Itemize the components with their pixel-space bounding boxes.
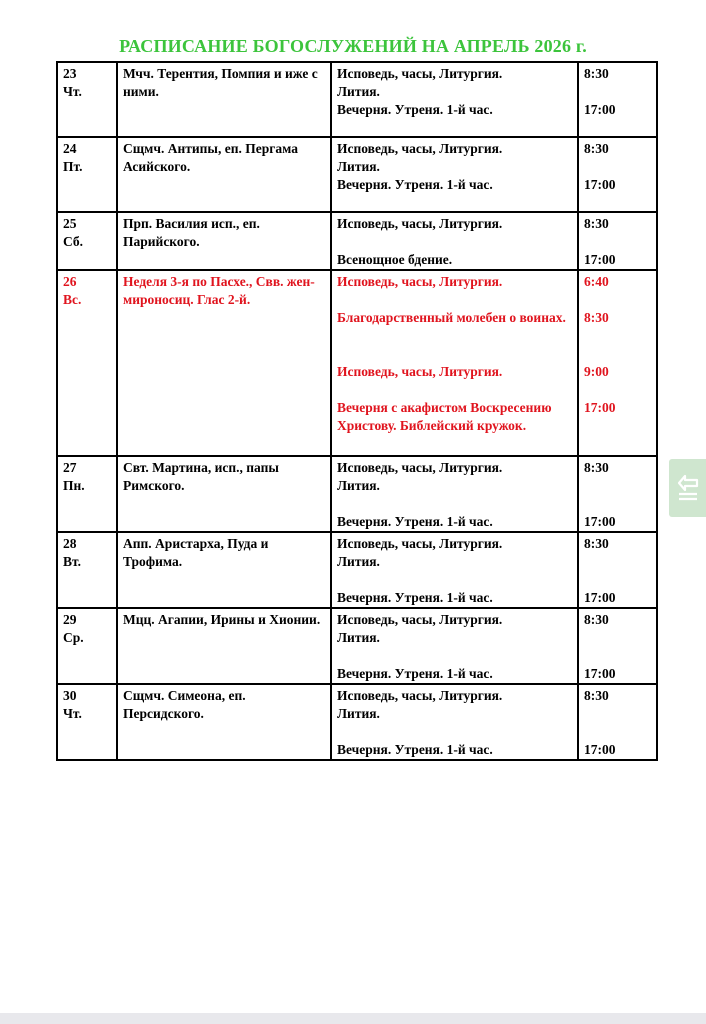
time: 17:00 [584,590,616,605]
service-line: Всенощное бдение. [337,252,453,267]
time: 8:30 [584,141,609,156]
weekday: Пн. [63,478,85,493]
service-line: Лития. [337,706,380,721]
saint-cell: Прп. Василия исп., еп. Парийского. [117,212,331,270]
times-cell [578,270,657,456]
times-cell [578,684,657,760]
time: 8:30 [584,536,609,551]
time: 17:00 [584,742,616,757]
service-line: Исповедь, часы, Литургия. [337,460,503,475]
saint-cell: Мцц. Агапии, Ирины и Хионии. [117,608,331,684]
services-cell [331,137,578,212]
table-row [57,62,657,137]
table-row [57,608,657,684]
time: 8:30 [584,612,609,627]
service-line: Вечерня с акафистом Воскресению Христову. Библейский кружок. [337,400,552,433]
services-cell [331,684,578,760]
saint-cell: Мчч. Терентия, Помпия и иже с ними. [117,62,331,137]
time: 8:30 [584,216,609,231]
date-cell [57,62,117,137]
day-number: 27 [63,460,77,475]
day-number: 25 [63,216,77,231]
saint-cell: Сщмч. Симеона, еп. Персидского. [117,684,331,760]
date-cell [57,532,117,608]
time: 17:00 [584,177,616,192]
service-line: Вечерня. Утреня. 1-й час. [337,666,493,681]
service-line: Исповедь, часы, Литургия. [337,66,503,81]
times-cell [578,608,657,684]
table-row [57,532,657,608]
service-line: Лития. [337,630,380,645]
back-arrow-icon [675,473,701,503]
service-line: Вечерня. Утреня. 1-й час. [337,514,493,529]
time: 17:00 [584,252,616,267]
times-cell [578,532,657,608]
weekday: Чт. [63,84,82,99]
side-back-tab[interactable] [669,459,706,517]
service-line: Исповедь, часы, Литургия. [337,364,503,379]
time: 17:00 [584,666,616,681]
page-title: РАСПИСАНИЕ БОГОСЛУЖЕНИЙ НА АПРЕЛЬ 2026 г. [119,36,587,56]
date-cell [57,212,117,270]
schedule-table [56,61,658,761]
service-line: Лития. [337,84,380,99]
times-cell [578,212,657,270]
bottom-bar [0,1013,706,1024]
service-line: Лития. [337,478,380,493]
saint-cell: Апп. Аристарха, Пуда и Трофима. [117,532,331,608]
service-line: Исповедь, часы, Литургия. [337,141,503,156]
day-number: 29 [63,612,77,627]
service-line: Исповедь, часы, Литургия. [337,216,503,231]
day-number: 26 [63,274,77,289]
time: 17:00 [584,514,616,529]
time: 8:30 [584,310,609,325]
weekday: Пт. [63,159,83,174]
table-row [57,456,657,532]
time: 8:30 [584,688,609,703]
saint-cell: Свт. Мартина, исп., папы Римского. [117,456,331,532]
weekday: Сб. [63,234,84,249]
service-line: Вечерня. Утреня. 1-й час. [337,177,493,192]
times-cell [578,137,657,212]
weekday: Вс. [63,292,82,307]
table-row-feast [57,270,657,456]
time: 9:00 [584,364,609,379]
table-row [57,684,657,760]
date-cell [57,608,117,684]
date-cell [57,456,117,532]
date-cell [57,684,117,760]
time: 8:30 [584,460,609,475]
date-cell [57,270,117,456]
table-row [57,212,657,270]
table-row [57,137,657,212]
service-line: Исповедь, часы, Литургия. [337,612,503,627]
service-line: Исповедь, часы, Литургия. [337,536,503,551]
times-cell [578,456,657,532]
services-cell [331,532,578,608]
service-line: Вечерня. Утреня. 1-й час. [337,742,493,757]
service-line: Вечерня. Утреня. 1-й час. [337,102,493,117]
service-line: Лития. [337,554,380,569]
time: 6:40 [584,274,609,289]
day-number: 28 [63,536,77,551]
service-line: Вечерня. Утреня. 1-й час. [337,590,493,605]
saint-cell: Сщмч. Антипы, еп. Пергама Асийского. [117,137,331,212]
service-line: Благодарственный молебен о воинах. [337,310,566,325]
date-cell [57,137,117,212]
day-number: 30 [63,688,77,703]
service-line: Лития. [337,159,380,174]
service-line: Исповедь, часы, Литургия. [337,274,503,289]
time: 17:00 [584,102,616,117]
weekday: Вт. [63,554,81,569]
time: 8:30 [584,66,609,81]
times-cell [578,62,657,137]
weekday: Ср. [63,630,84,645]
saint-cell: Неделя 3-я по Пасхе., Свв. жен-мироносиц. Глас 2-й. [117,270,331,456]
services-cell [331,212,578,270]
day-number: 23 [63,66,77,81]
services-cell [331,62,578,137]
services-cell [331,608,578,684]
services-cell [331,456,578,532]
service-line: Исповедь, часы, Литургия. [337,688,503,703]
weekday: Чт. [63,706,82,721]
day-number: 24 [63,141,77,156]
time: 17:00 [584,400,616,415]
services-cell [331,270,578,456]
